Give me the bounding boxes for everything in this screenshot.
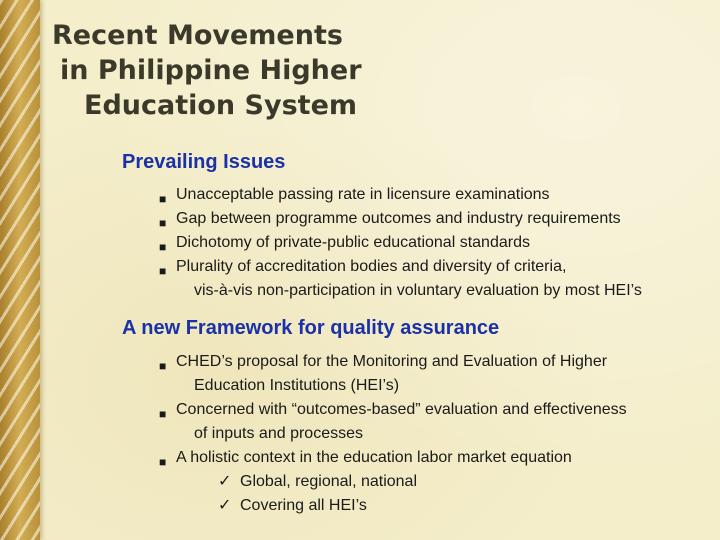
list-item-text: Concerned with “outcomes-based” evaluation and effectiveness bbox=[176, 401, 627, 418]
list-item-continuation: vis-à-vis non-participation in voluntary evaluation by most HEI’s bbox=[194, 282, 642, 299]
list-item-text: Gap between programme outcomes and industry requirements bbox=[176, 210, 621, 227]
list-item-text: Plurality of accreditation bodies and diversity of criteria, bbox=[176, 258, 567, 275]
checkmark-icon: ✓ bbox=[218, 497, 232, 514]
list-item-continuation: Education Institutions (HEI’s) bbox=[194, 377, 400, 394]
sub-list-item bbox=[218, 470, 627, 494]
list-item-text: A holistic context in the education labor market equation bbox=[176, 449, 572, 466]
sub-list-item-text: Covering all HEI’s bbox=[240, 497, 367, 514]
decorative-left-band bbox=[0, 0, 40, 540]
section-heading-framework: A new Framework for quality assurance bbox=[122, 317, 500, 339]
list-item-continuation: of inputs and processes bbox=[194, 425, 363, 442]
list-item-text: CHED’s proposal for the Monitoring and Evaluation of Higher bbox=[176, 353, 608, 370]
sub-list-item bbox=[218, 494, 627, 518]
section-heading-prevailing-issues: Prevailing Issues bbox=[122, 151, 286, 173]
slide-title bbox=[52, 18, 362, 123]
sub-list-item-text: Global, regional, national bbox=[240, 473, 418, 490]
framework-list bbox=[158, 350, 627, 518]
square-bullet-icon: ■ bbox=[159, 264, 167, 278]
checkmark-icon: ✓ bbox=[218, 473, 232, 490]
list-item-text: Dichotomy of private-public educational standards bbox=[176, 234, 530, 251]
issues-list bbox=[158, 183, 642, 303]
square-bullet-icon: ■ bbox=[159, 359, 167, 373]
list-item bbox=[158, 446, 627, 518]
square-bullet-icon: ■ bbox=[159, 407, 167, 421]
square-bullet-icon: ■ bbox=[159, 216, 167, 230]
square-bullet-icon: ■ bbox=[159, 240, 167, 254]
square-bullet-icon: ■ bbox=[159, 192, 167, 206]
sub-list bbox=[176, 470, 627, 518]
list-item bbox=[158, 350, 627, 398]
title-line-3: Education System bbox=[84, 90, 358, 121]
list-item-text: Unacceptable passing rate in licensure examinations bbox=[176, 186, 550, 203]
square-bullet-icon: ■ bbox=[159, 455, 167, 469]
list-item bbox=[158, 255, 642, 303]
list-item bbox=[158, 183, 642, 207]
list-item bbox=[158, 231, 642, 255]
list-item bbox=[158, 207, 642, 231]
title-line-2: in Philippine Higher bbox=[60, 55, 362, 86]
title-line-1: Recent Movements bbox=[52, 20, 343, 51]
list-item bbox=[158, 398, 627, 446]
